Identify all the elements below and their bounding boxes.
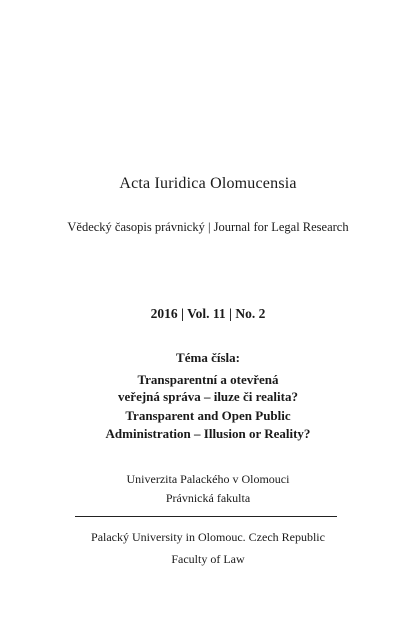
- faculty-name-cz: Právnická fakulta: [165, 491, 251, 505]
- issue-info: 2016 | Vol. 11 | No. 2: [150, 306, 266, 321]
- theme-title-en-line2: Administration – Illusion or Reality?: [105, 426, 311, 441]
- theme-label: Téma čísla:: [176, 350, 240, 365]
- theme-title-en-line1: Transparent and Open Public: [125, 408, 291, 423]
- theme-title-cz-line2: veřejná správa – iluze či realita?: [118, 389, 298, 404]
- journal-subtitle: Vědecký časopis právnický | Journal for Legal Research: [67, 220, 349, 234]
- university-name-en: Palacký University in Olomouc. Czech Republic: [91, 530, 325, 544]
- journal-title: Acta Iuridica Olomucensia: [119, 175, 297, 192]
- university-name-cz: Univerzita Palackého v Olomouci: [126, 472, 290, 486]
- theme-title-cz-line1: Transparentní a otevřená: [137, 372, 279, 387]
- faculty-name-en: Faculty of Law: [171, 552, 245, 566]
- divider-line: [75, 516, 337, 517]
